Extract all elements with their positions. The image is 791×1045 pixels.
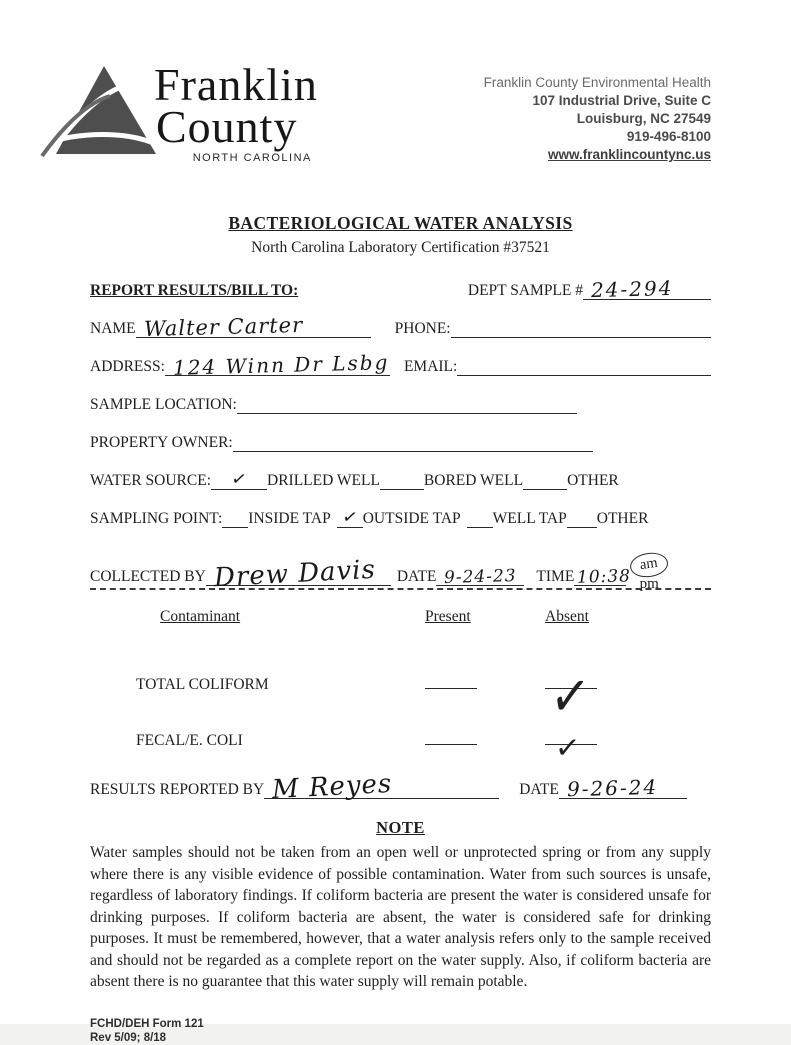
reporter-signature: M Reyes xyxy=(271,768,394,806)
logo-triangle-icon xyxy=(38,58,168,178)
total-coliform-row xyxy=(90,660,711,732)
outside-tap-checkmark: ✓ xyxy=(340,505,359,529)
reported-date-label: DATE xyxy=(519,781,559,799)
property-owner-field xyxy=(233,433,593,452)
phone-label: PHONE: xyxy=(394,319,451,337)
collector-signature: Drew Davis xyxy=(213,554,377,594)
drilled-well-checkmark: ✓ xyxy=(229,467,249,491)
collected-date-field xyxy=(436,567,524,586)
drilled-well-option: DRILLED WELL xyxy=(267,471,380,489)
results-reported-by-label: RESULTS REPORTED BY xyxy=(90,781,265,799)
outside-tap-option: OUTSIDE TAP xyxy=(362,509,461,527)
name-row xyxy=(90,312,711,341)
well-tap-option: WELL TAP xyxy=(492,509,567,527)
results-reported-row xyxy=(90,768,711,806)
contact-phone: 919-496-8100 xyxy=(626,129,711,144)
address-field xyxy=(165,349,390,380)
logo-state-label: NORTH CAROLINA xyxy=(192,152,312,164)
report-to-label: REPORT RESULTS/BILL TO: xyxy=(90,281,299,299)
address-label: ADDRESS: xyxy=(90,357,165,375)
property-owner-row xyxy=(90,433,711,452)
name-field xyxy=(136,312,371,341)
pm-option: pm xyxy=(639,576,659,593)
well-tap-checkbox xyxy=(467,509,493,528)
fecal-ecoli-present-field xyxy=(425,730,477,745)
certification-subtitle: North Carolina Laboratory Certification #37521 xyxy=(251,238,550,256)
sampling-point-label: SAMPLING POINT: xyxy=(90,509,223,527)
address-value: 124 Winn Dr Lsbg xyxy=(172,349,390,380)
sampling-other-checkbox xyxy=(567,509,597,528)
water-source-other-checkbox xyxy=(523,471,567,490)
water-source-bored-checkbox xyxy=(380,471,424,490)
reported-date-value: 9-26-24 xyxy=(566,774,659,802)
fecal-ecoli-absent-field xyxy=(545,730,597,767)
sampling-other-option: OTHER xyxy=(596,509,649,527)
property-owner-label: PROPERTY OWNER: xyxy=(90,433,233,451)
water-source-other-option: OTHER xyxy=(567,471,619,489)
address-row xyxy=(90,349,711,380)
phone-field xyxy=(451,319,711,338)
bored-well-option: BORED WELL xyxy=(423,471,524,489)
dept-sample-field xyxy=(583,275,711,302)
sample-location-field xyxy=(237,395,577,414)
am-option-circled: am xyxy=(629,550,670,579)
collected-by-label: COLLECTED BY xyxy=(90,568,206,586)
email-label: EMAIL: xyxy=(403,357,458,375)
name-value: Walter Carter xyxy=(143,312,304,341)
sampling-point-row xyxy=(90,505,711,529)
dept-sample-value: 24-294 xyxy=(590,275,674,302)
present-header: Present xyxy=(425,608,471,626)
water-source-drilled-checkbox xyxy=(211,467,267,491)
absent-header: Absent xyxy=(545,608,589,626)
logo-word-county: County xyxy=(156,101,298,152)
total-coliform-present-field xyxy=(425,674,477,689)
reported-date-field xyxy=(559,774,687,802)
water-source-row xyxy=(90,467,711,491)
total-coliform-absent-field xyxy=(545,660,597,732)
total-coliform-label: TOTAL COLIFORM xyxy=(136,676,269,694)
fecal-ecoli-absent-checkmark: ✓ xyxy=(553,730,582,767)
form-section xyxy=(90,275,711,594)
contact-org: Franklin County Environmental Health xyxy=(483,75,711,90)
inside-tap-checkbox xyxy=(222,509,248,528)
outside-tap-checkbox xyxy=(337,505,363,529)
dashed-separator xyxy=(90,588,711,590)
fecal-ecoli-row xyxy=(90,730,711,767)
form-revision: Rev 5/09; 8/18 xyxy=(90,1031,167,1044)
note-heading: NOTE xyxy=(376,818,425,838)
document-title: BACTERIOLOGICAL WATER ANALYSIS xyxy=(228,213,573,233)
header xyxy=(90,58,711,178)
collected-by-field xyxy=(206,554,391,594)
results-table xyxy=(90,608,711,806)
logo-word-franklin: Franklin xyxy=(154,59,318,110)
contact-city: Louisburg, NC 27549 xyxy=(576,111,711,126)
ampm-indicator xyxy=(630,553,668,593)
inside-tap-option: INSIDE TAP xyxy=(248,509,331,527)
time-label: TIME xyxy=(536,568,575,586)
contaminant-header: Contaminant xyxy=(160,608,241,626)
contact-website-link[interactable]: www.franklincountync.us xyxy=(547,147,711,162)
contact-street: 107 Industrial Drive, Suite C xyxy=(532,93,711,108)
collected-date-label: DATE xyxy=(396,568,437,586)
name-label: NAME xyxy=(90,319,136,337)
contact-block xyxy=(484,74,711,164)
note-paragraph: Water samples should not be taken from an open well or unprotected spring or from any supply where there is any visible evidence of possible contamination. Water from such sources is unsafe, regardless of laboratory findings. If coliform bacteria are present the water is considered unsafe for drinking purposes. If coliform bacteria are absent, the water is considered safe for drinking purposes. It must be remembered, however, that a water analysis refers only to the sample received and should not be regarded as a complete report on the water supply. Also, if coliform bacteria are absent there is no guarantee that this water supply will remain potable. xyxy=(90,844,711,991)
results-table-header xyxy=(90,608,711,626)
total-coliform-absent-checkmark: ✓ xyxy=(547,660,593,732)
sample-location-row xyxy=(90,395,711,414)
fecal-ecoli-label: FECAL/E. COLI xyxy=(136,732,243,750)
form-footer xyxy=(90,1017,711,1045)
sample-location-label: SAMPLE LOCATION: xyxy=(90,395,237,413)
report-to-row xyxy=(90,275,711,302)
logo-text xyxy=(154,59,318,164)
time-value: 10:38 xyxy=(577,566,632,588)
water-source-label: WATER SOURCE: xyxy=(90,471,211,489)
collected-by-row xyxy=(90,547,711,594)
franklin-county-logo xyxy=(38,58,318,178)
title-block xyxy=(90,212,711,259)
collected-date-value: 9-24-23 xyxy=(444,566,518,588)
time-field xyxy=(574,566,632,588)
email-field xyxy=(457,357,711,376)
form-number: FCHD/DEH Form 121 xyxy=(90,1017,204,1030)
dept-sample-label: DEPT SAMPLE # xyxy=(467,281,583,299)
reported-by-field xyxy=(264,768,499,806)
